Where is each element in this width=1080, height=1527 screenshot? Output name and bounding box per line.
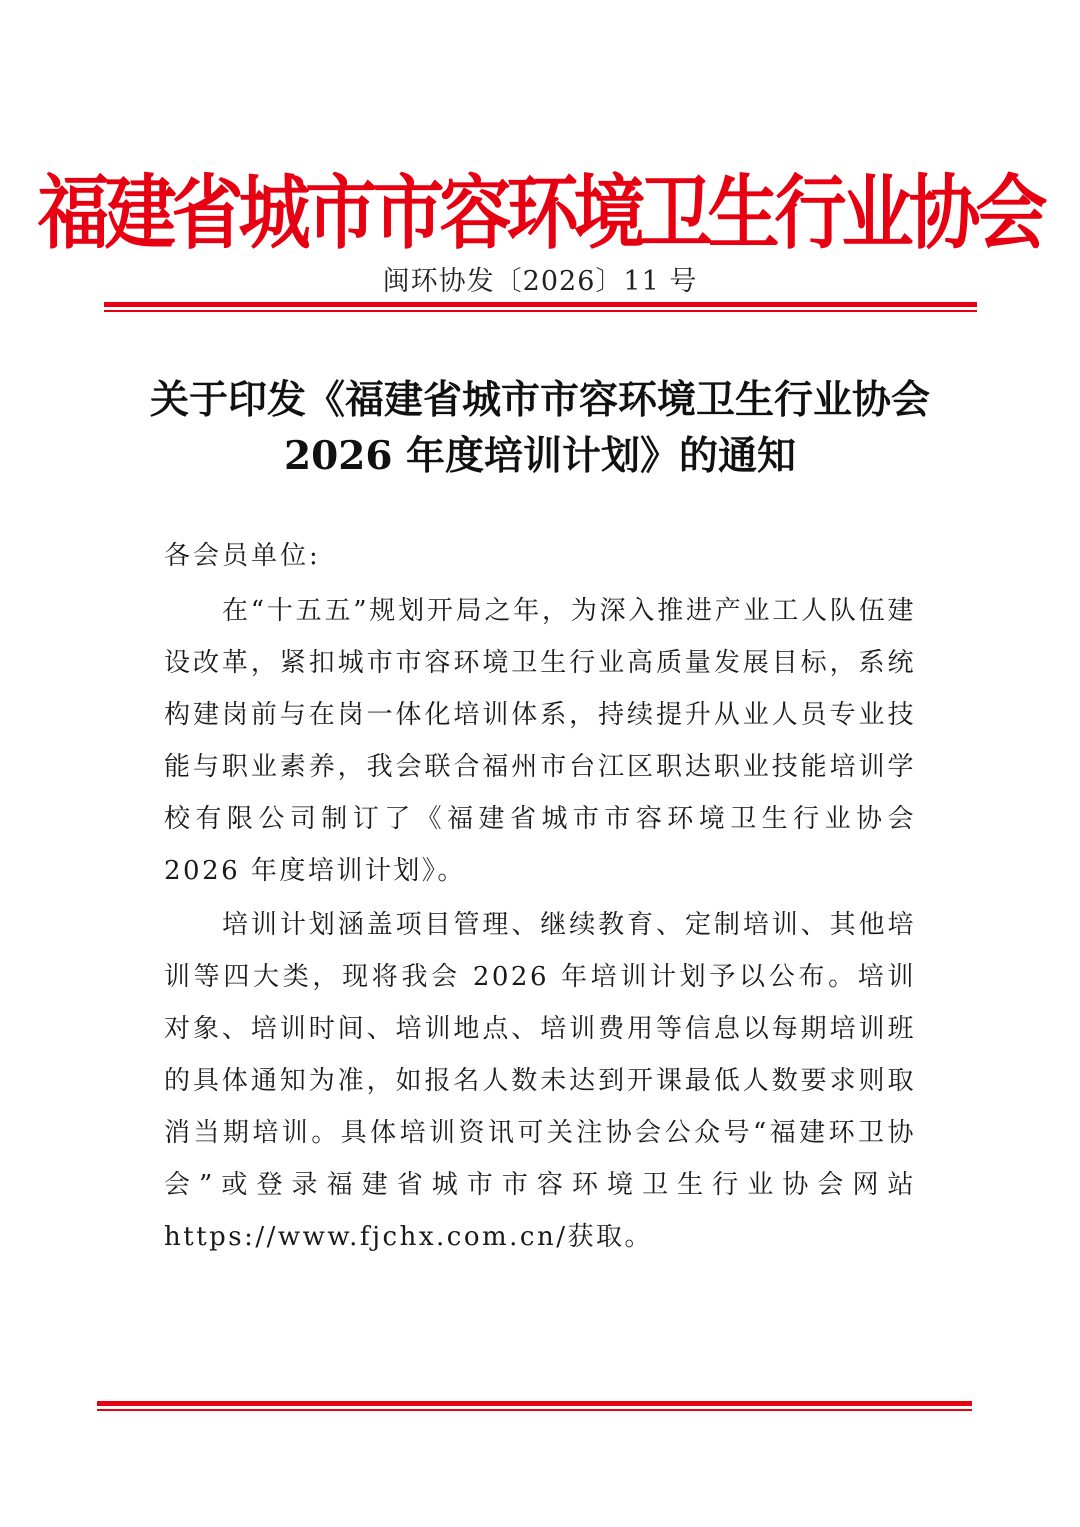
document-number: 闽环协发〔2026〕11 号 [382,266,698,297]
notice-title: 关于印发《福建省城市市容环境卫生行业协会 2026 年度培训计划》的通知 [150,377,931,479]
organization-header: 福建省城市市容环境卫生行业协会 [37,164,1043,260]
body-paragraph: 培训计划涵盖项目管理、继续教育、定制培训、其他培训等四大类，现将我会 2026 年培训计划予以公布。培训对象、培训时间、培训地点、培训费用等信息以每期培训班的具体通知为准，如报名人数未达到开课最低人数要求则取消当期培训。具体培训资讯可关注协会公众号“福建环卫协会”或登录福建省城市市容环境卫生行业协会网站 https://www.fjchx.com.cn/获取。 [164,910,916,1252]
body-paragraph: 在“十五五”规划开局之年，为深入推进产业工人队伍建设改革，紧扣城市市容环境卫生行业高质量发展目标，系统构建岗前与在岗一体化培训体系，持续提升从业人员专业技能与职业素养，我会联合福州市台江区职达职业技能培训学校有限公司制订了《福建省城市市容环境卫生行业协会 2026 年度培训计划》。 [164,596,916,886]
salutation: 各会员单位: [164,541,321,571]
